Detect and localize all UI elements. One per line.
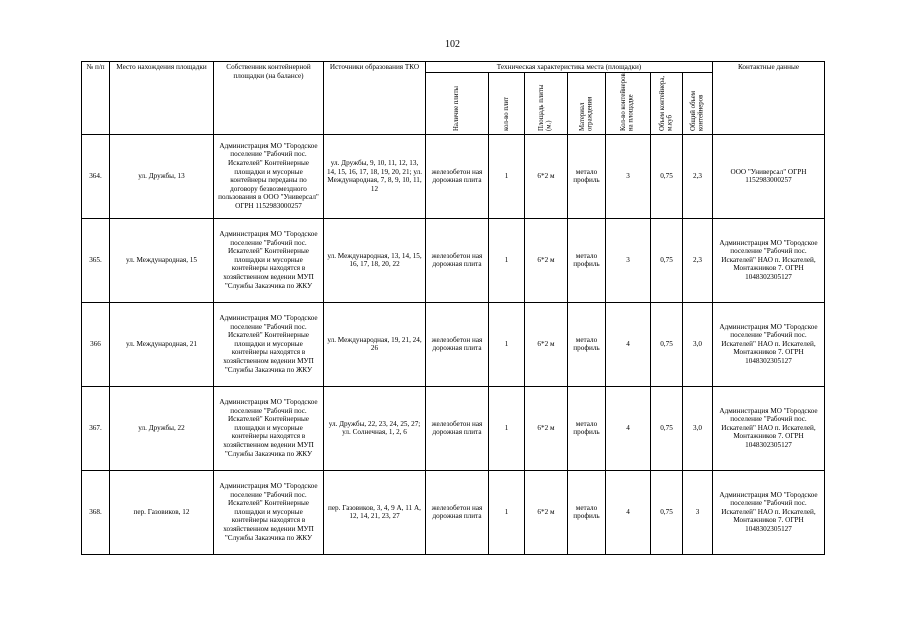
cell-slab-area: 6*2 м bbox=[525, 470, 568, 554]
cell-slab-count: 1 bbox=[489, 134, 525, 218]
cell-sources: пер. Газовиков, 3, 4, 9 А, 11 А, 12, 14, 21, 23, 27 bbox=[324, 470, 426, 554]
cell-container-count: 3 bbox=[606, 218, 651, 302]
cell-slab-count: 1 bbox=[489, 218, 525, 302]
table-row bbox=[82, 386, 825, 470]
cell-slab-area: 6*2 м bbox=[525, 386, 568, 470]
header-tech: Техническая характеристика места (площадки) bbox=[426, 62, 713, 73]
cell-slab-area: 6*2 м bbox=[525, 134, 568, 218]
header-total-volume: Общий объем контейнеров bbox=[683, 72, 713, 134]
cell-fence: метало профиль bbox=[568, 386, 606, 470]
cell-contacts: Администрация МО "Городское поселение "Рабочий пос. Искателей" НАО п. Искателей, Монтажников 7. ОГРН 1048302305127 bbox=[713, 386, 825, 470]
cell-contacts: Администрация МО "Городское поселение "Рабочий пос. Искателей" НАО п. Искателей, Монтажников 7. ОГРН 1048302305127 bbox=[713, 218, 825, 302]
cell-owner: Администрация МО "Городское поселение "Рабочий пос. Искателей" Контейнерные площадки и мусорные контейнеры находятся в хозяйственном ведении МУП "Службы Заказчика по ЖКУ bbox=[214, 386, 324, 470]
cell-fence: метало профиль bbox=[568, 470, 606, 554]
cell-owner: Администрация МО "Городское поселение "Рабочий пос. Искателей" Контейнерные площадки и мусорные контейнеры находятся в хозяйственном ведении МУП "Службы Заказчика по ЖКУ bbox=[214, 470, 324, 554]
cell-num: 368. bbox=[82, 470, 110, 554]
header-cover: Наличие плиты bbox=[426, 72, 489, 134]
cell-volume: 0,75 bbox=[651, 218, 683, 302]
cell-num: 367. bbox=[82, 386, 110, 470]
page-number: 102 bbox=[445, 39, 460, 50]
cell-contacts: Администрация МО "Городское поселение "Рабочий пос. Искателей" НАО п. Искателей, Монтажников 7. ОГРН 1048302305127 bbox=[713, 470, 825, 554]
cell-volume: 0,75 bbox=[651, 302, 683, 386]
cell-container-count: 4 bbox=[606, 470, 651, 554]
cell-volume: 0,75 bbox=[651, 470, 683, 554]
header-volume: Объем контейнера, м.куб bbox=[651, 72, 683, 134]
header-container-count: Кол-во контейнеров на площадке bbox=[606, 72, 651, 134]
cell-total-volume: 3,0 bbox=[683, 386, 713, 470]
table-row bbox=[82, 218, 825, 302]
cell-total-volume: 3 bbox=[683, 470, 713, 554]
cell-cover: железобетон ная дорожная плита bbox=[426, 218, 489, 302]
header-slab-count: кол-во плит bbox=[489, 72, 525, 134]
cell-owner: Администрация МО "Городское поселение "Рабочий пос. Искателей" Контейнерные площадки и мусорные контейнеры переданы по договору безвозмездного пользования в ООО "Универсал" ОГРН 1152983000257 bbox=[214, 134, 324, 218]
cell-slab-area: 6*2 м bbox=[525, 218, 568, 302]
cell-volume: 0,75 bbox=[651, 134, 683, 218]
cell-location: ул. Дружбы, 13 bbox=[110, 134, 214, 218]
cell-container-count: 4 bbox=[606, 386, 651, 470]
table-row bbox=[82, 302, 825, 386]
cell-sources: ул. Международная, 19, 21, 24, 26 bbox=[324, 302, 426, 386]
cell-contacts: ООО "Универсал" ОГРН 1152983000257 bbox=[713, 134, 825, 218]
cell-contacts: Администрация МО "Городское поселение "Рабочий пос. Искателей" НАО п. Искателей, Монтажников 7. ОГРН 1048302305127 bbox=[713, 302, 825, 386]
cell-fence: метало профиль bbox=[568, 302, 606, 386]
cell-volume: 0,75 bbox=[651, 386, 683, 470]
cell-slab-count: 1 bbox=[489, 302, 525, 386]
table-row bbox=[82, 470, 825, 554]
header-contacts: Контактные данные bbox=[713, 62, 825, 135]
cell-cover: железобетон ная дорожная плита bbox=[426, 470, 489, 554]
cell-num: 364. bbox=[82, 134, 110, 218]
header-sources: Источники образования ТКО bbox=[324, 62, 426, 135]
cell-num: 365. bbox=[82, 218, 110, 302]
cell-cover: железобетон ная дорожная плита bbox=[426, 134, 489, 218]
header-owner: Собственник контейнерной площадки (на балансе) bbox=[214, 62, 324, 135]
header-row-main bbox=[82, 62, 825, 73]
cell-location: пер. Газовиков, 12 bbox=[110, 470, 214, 554]
cell-num: 366 bbox=[82, 302, 110, 386]
cell-sources: ул. Международная, 13, 14, 15, 16, 17, 18, 20, 22 bbox=[324, 218, 426, 302]
cell-fence: метало профиль bbox=[568, 218, 606, 302]
cell-total-volume: 2,3 bbox=[683, 218, 713, 302]
cell-location: ул. Международная, 15 bbox=[110, 218, 214, 302]
header-fence: Материал ограждения bbox=[568, 72, 606, 134]
cell-container-count: 4 bbox=[606, 302, 651, 386]
cell-owner: Администрация МО "Городское поселение "Рабочий пос. Искателей" Контейнерные площадки и мусорные контейнеры находятся в хозяйственном ведении МУП "Службы Заказчика по ЖКУ bbox=[214, 302, 324, 386]
cell-fence: метало профиль bbox=[568, 134, 606, 218]
cell-slab-count: 1 bbox=[489, 386, 525, 470]
header-slab-area: Площадь плиты (м.) bbox=[525, 72, 568, 134]
cell-sources: ул. Дружбы, 22, 23, 24, 25, 27; ул. Солнечная, 1, 2, 6 bbox=[324, 386, 426, 470]
cell-slab-count: 1 bbox=[489, 470, 525, 554]
header-num: № п/п bbox=[82, 62, 110, 135]
cell-cover: железобетон ная дорожная плита bbox=[426, 302, 489, 386]
cell-cover: железобетон ная дорожная плита bbox=[426, 386, 489, 470]
header-location: Место нахождения площадки bbox=[110, 62, 214, 135]
cell-total-volume: 3,0 bbox=[683, 302, 713, 386]
cell-location: ул. Международная, 21 bbox=[110, 302, 214, 386]
cell-total-volume: 2,3 bbox=[683, 134, 713, 218]
cell-container-count: 3 bbox=[606, 134, 651, 218]
cell-sources: ул. Дружбы, 9, 10, 11, 12, 13, 14, 15, 16, 17, 18, 19, 20, 21; ул. Международная, 7, 8, 9, 10, 11, 12 bbox=[324, 134, 426, 218]
cell-location: ул. Дружбы, 22 bbox=[110, 386, 214, 470]
cell-slab-area: 6*2 м bbox=[525, 302, 568, 386]
cell-owner: Администрация МО "Городское поселение "Рабочий пос. Искателей" Контейнерные площадки и мусорные контейнеры находятся в хозяйственном ведении МУП "Службы Заказчика по ЖКУ bbox=[214, 218, 324, 302]
table-row bbox=[82, 134, 825, 218]
waste-site-registry-table bbox=[81, 61, 825, 555]
